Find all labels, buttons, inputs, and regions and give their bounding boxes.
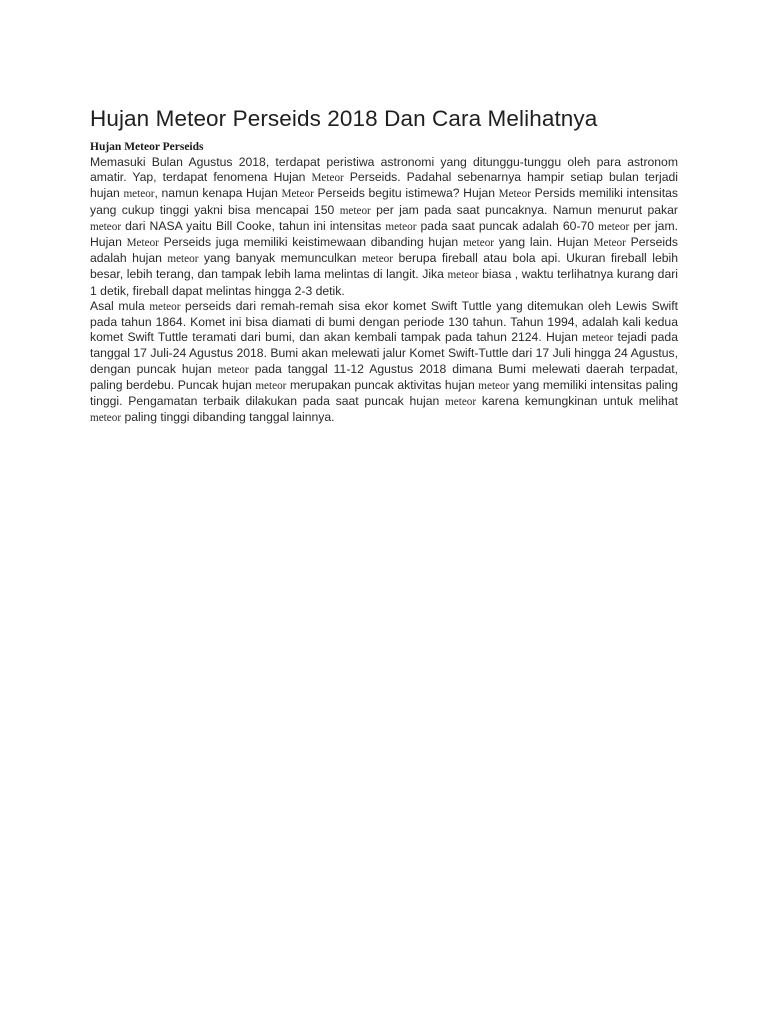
text-run: Persids memiliki intensitas yang cukup tinggi yakni bisa mencapai 150 [90, 186, 678, 217]
serif-word: meteor [478, 379, 510, 392]
text-run: berupa fireball atau bola api. Ukuran fireball lebih besar, lebih terang, dan tampak lebih lama melintas di langit. Jika [90, 251, 678, 282]
text-run: merupakan puncak aktivitas hujan [286, 377, 479, 392]
paragraph-1 [90, 155, 678, 299]
serif-word: Meteor [593, 237, 626, 250]
serif-word: Meteor [311, 172, 344, 185]
serif-word: meteor [255, 379, 287, 392]
text-run: Asal mula [90, 298, 150, 313]
document-page [90, 104, 678, 426]
text-run: pada tanggal 11-12 Agustus 2018 dimana Bumi melewati daerah terpadat, paling berdebu. Puncak hujan [90, 361, 678, 392]
text-run: , namun kenapa Hujan [154, 186, 282, 201]
serif-word: Meteor [281, 188, 314, 201]
text-run: dari NASA yaitu Bill Cooke, tahun ini intensitas [121, 218, 386, 233]
text-run: Perseids juga memiliki keistimewaan dibanding hujan [158, 235, 463, 250]
serif-word: Meteor [126, 237, 159, 250]
text-run: karena kemungkinan untuk melihat [476, 394, 678, 409]
serif-word: meteor [167, 253, 199, 266]
serif-word: meteor [447, 269, 479, 282]
document-title: Hujan Meteor Perseids 2018 Dan Cara Melihatnya [90, 106, 598, 131]
serif-word: meteor [149, 300, 181, 313]
text-run: yang banyak memunculkan [198, 251, 362, 266]
serif-word: meteor [90, 220, 122, 233]
text-run: Perseids adalah hujan [90, 235, 679, 266]
serif-word: meteor [445, 396, 477, 409]
text-run: Perseids begitu istimewa? Hujan [313, 186, 499, 201]
serif-word: meteor [90, 412, 122, 425]
text-run: per jam pada saat puncaknya. Namun menurut pakar [370, 202, 678, 217]
text-run: Perseids. Padahal sebenarnya hampir setiap bulan terjadi hujan [90, 170, 678, 201]
text-run: biasa , waktu terlihatnya kurang dari 1 detik, fireball dapat melintas hingga 2-3 detik. [90, 267, 679, 298]
serif-word: meteor [123, 188, 155, 201]
serif-word: meteor [385, 220, 417, 233]
text-run: paling tinggi dibanding tanggal lainnya. [121, 410, 335, 425]
text-run: pada saat puncak adalah 60-70 [416, 218, 599, 233]
serif-word: meteor [582, 332, 614, 345]
serif-word: meteor [217, 363, 249, 376]
serif-word: Meteor [498, 188, 531, 201]
text-run: yang memiliki intensitas paling tinggi. Pengamatan terbaik dilakukan pada saat puncak hujan [90, 377, 679, 409]
text-run: tejadi pada tanggal 17 Juli-24 Agustus 2018. Bumi akan melewati jalur Komet Swift-Tuttle dari 17 Juli hingga 24 Agustus, dengan puncak hujan [90, 330, 678, 376]
serif-word: meteor [339, 204, 371, 217]
serif-word: meteor [462, 237, 495, 250]
paragraph-2 [90, 299, 678, 427]
serif-word: meteor [361, 253, 393, 266]
text-run: per jam. Hujan [90, 218, 678, 250]
text-run: Memasuki Bulan Agustus 2018, terdapat peristiwa astronomi yang ditunggu-tunggu oleh para astronom amatir. Yap, terdapat fenomena Hujan [90, 155, 678, 185]
section-subheading: Hujan Meteor Perseids [90, 141, 204, 153]
text-run: perseids dari remah-remah sisa ekor komet Swift Tuttle yang ditemukan oleh Lewis Swift pada tahun 1864. Komet ini bisa diamati di bumi dengan periode 130 tahun. Tahun 1994, adalah kali kedua komet Swift Tuttle teramati dari bumi, dan akan kembali tampak pada tahun 2124. Hujan [90, 298, 678, 345]
text-run: yang lain. Hujan [494, 235, 594, 250]
serif-word: meteor [598, 220, 630, 233]
